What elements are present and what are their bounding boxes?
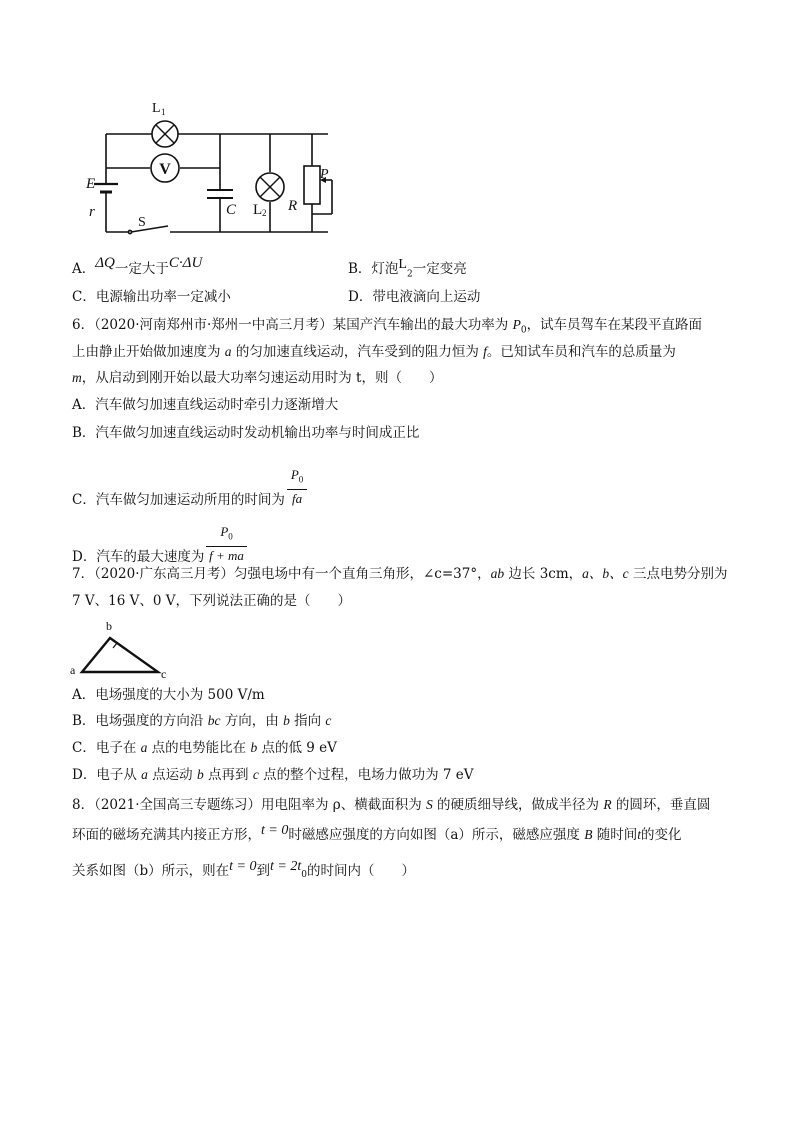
q8-stem-2t0: t = 0 xyxy=(261,823,289,838)
q6-d-den: f + ma xyxy=(209,547,244,563)
q6-d-fraction xyxy=(206,523,246,564)
q8-stem-3t0: t = 0 xyxy=(229,859,257,874)
label-r: r xyxy=(89,204,95,220)
triangle-diagram xyxy=(68,616,178,682)
q8-stem-1r: R xyxy=(603,797,612,812)
q7-d-d: 点的整个过程，电场力做功为 7 eV xyxy=(258,767,474,783)
q6-option-a[interactable]: A．汽车做匀加速直线运动时牵引力逐渐增大 xyxy=(72,397,339,413)
q8-stem-1c: 的圆环，垂直圆 xyxy=(611,797,711,813)
q6-option-c[interactable] xyxy=(72,467,307,521)
q6-d-text: D．汽车的最大速度为 xyxy=(72,548,205,565)
label-c: C xyxy=(226,202,237,218)
q6-stem-line2 xyxy=(72,343,676,361)
q8-stem-2c: 随时间 xyxy=(592,827,638,843)
q6-stem-3m: m xyxy=(72,370,82,385)
q7-stem-1: 7．（2020·广东高三月考）匀强电场中有一个直角三角形，∠c=37°， xyxy=(72,566,491,582)
q7-stem-1b: 边长 3cm， xyxy=(504,566,583,582)
tri-label-b: b xyxy=(106,619,112,633)
q7-stem-line1 xyxy=(72,565,727,583)
q7-b-bb: b xyxy=(283,713,290,728)
q7-option-b[interactable] xyxy=(72,712,331,730)
q7-c-c: 点的低 9 eV xyxy=(257,740,337,756)
q8-stem-3c: 的时间内（ ） xyxy=(306,863,415,879)
label-r-resistor: R xyxy=(288,198,298,214)
q8-stem-3t2sub: 0 xyxy=(301,869,307,880)
q5-b-l: L xyxy=(398,257,407,272)
q8-stem-3a: 关系如图（b）所示，则在 xyxy=(72,863,230,879)
q6-stem-line1 xyxy=(72,316,702,340)
q7-stem-line2: 7 V、16 V、0 V，下列说法正确的是（ ） xyxy=(72,593,351,609)
q8-stem-1s: S xyxy=(426,797,433,812)
q8-stem-1a: 8．（2021·全国高三专题练习）用电阻率为 ρ、横截面积为 xyxy=(72,797,427,813)
q8-stem-2bfield: B xyxy=(584,827,593,842)
label-l2-sub: 2 xyxy=(262,208,267,218)
q7-option-c[interactable] xyxy=(72,739,337,757)
q7-d-a: D．电子从 xyxy=(72,767,142,783)
q7-c-bb: b xyxy=(250,740,258,755)
q7-b-bc: bc xyxy=(207,713,221,728)
q7-c-a: C．电子在 xyxy=(72,740,141,756)
lamp-l1 xyxy=(152,121,178,147)
voltmeter xyxy=(151,154,179,182)
q6-c-fraction xyxy=(287,466,307,507)
q6-c-den: fa xyxy=(292,490,303,506)
q7-stem-1ab: ab xyxy=(490,566,505,581)
q5-option-c[interactable]: C．电源输出功率一定减小 xyxy=(72,289,231,305)
q8-stem-2a: 环面的磁场充满其内接正方形， xyxy=(72,827,261,843)
q5-b-sub: 2 xyxy=(406,269,413,280)
label-s: S xyxy=(138,215,146,230)
q7-d-aa: a xyxy=(141,767,148,782)
tri-label-a: a xyxy=(70,663,76,677)
q6-d-num: P xyxy=(220,524,229,539)
q7-option-d[interactable] xyxy=(72,766,474,784)
voltmeter-label: V xyxy=(159,161,171,178)
q6-stem-3rest: ，从启动到刚开始以最大功率匀速运动用时为 t，则（ ） xyxy=(81,370,443,386)
q5-b-prefix: B．灯泡 xyxy=(348,261,399,277)
q7-b-a: B．电场强度的方向沿 xyxy=(72,713,208,729)
q6-stem-1p: P xyxy=(512,317,521,332)
q8-stem-2t: t xyxy=(637,827,641,842)
q6-stem-1b: ，试车员驾车在某段平直路面 xyxy=(526,317,703,333)
q6-stem-1a: 6．（2020·河南郑州市·郑州一中高三月考）某国产汽车输出的最大功率为 xyxy=(72,317,513,333)
q7-d-bb: b xyxy=(196,767,204,782)
lamp-l2 xyxy=(256,173,284,201)
q6-c-text: C．汽车做匀加速运动所用的时间为 xyxy=(72,491,285,508)
q7-option-a[interactable]: A．电场强度的大小为 500 V/m xyxy=(72,687,265,703)
q5-a-mid: 一定大于 xyxy=(114,261,169,277)
q6-stem-2var: a xyxy=(224,344,232,359)
q8-stem-2d: 的变化 xyxy=(641,827,682,843)
q6-stem-line3 xyxy=(72,369,442,387)
q5-a-dq: ΔQ xyxy=(95,255,115,271)
q6-stem-2a: 上由静止开始做加速度为 xyxy=(72,344,225,360)
q8-stem-line2 xyxy=(72,823,682,845)
q6-stem-2b: 的匀加速直线运动，汽车受到的阻力恒为 xyxy=(231,344,484,360)
q8-stem-line3 xyxy=(72,859,415,886)
q5-a-cdu: C·ΔU xyxy=(168,255,203,271)
q8-stem-2b: 时磁感应强度的方向如图（a）所示，磁感应强度 xyxy=(288,827,585,843)
q6-d-numsub: 0 xyxy=(228,531,233,542)
q7-d-cc: c xyxy=(252,767,259,782)
q7-d-c: 点再到 xyxy=(203,767,253,783)
q6-c-numsub: 0 xyxy=(298,474,304,485)
q7-b-c: 指向 xyxy=(289,713,326,729)
circuit-diagram xyxy=(80,92,340,242)
q7-b-cc: c xyxy=(325,713,332,728)
label-l1: L xyxy=(152,101,161,116)
label-l2: L xyxy=(253,202,263,218)
q7-stem-1abc: a、b、c xyxy=(582,566,629,581)
q5-option-d[interactable]: D．带电液滴向上运动 xyxy=(348,289,481,305)
q7-stem-1c: 三点电势分别为 xyxy=(628,566,728,582)
q6-stem-2c: 。已知试车员和汽车的总质量为 xyxy=(486,344,676,360)
q5-option-a[interactable] xyxy=(72,255,203,278)
q8-stem-3b: 到 xyxy=(256,863,270,879)
q5-option-b[interactable] xyxy=(348,257,467,284)
label-p: P xyxy=(320,167,329,182)
q5-b-rest: 一定变亮 xyxy=(412,261,467,277)
q5-a-prefix: A． xyxy=(72,261,96,277)
q6-option-b[interactable]: B．汽车做匀加速直线运动时发动机输出功率与时间成正比 xyxy=(72,425,420,441)
label-l1-sub: 1 xyxy=(161,107,166,117)
q6-stem-1psub: 0 xyxy=(520,325,527,336)
tri-label-c: c xyxy=(161,667,167,681)
q7-b-b: 方向，由 xyxy=(220,713,284,729)
q6-c-num: P xyxy=(290,467,299,482)
q7-c-b: 点的电势能比在 xyxy=(147,740,251,756)
q8-stem-3t2: t = 2t xyxy=(270,859,302,874)
q6-stem-2f: f xyxy=(483,344,487,359)
q8-stem-line1 xyxy=(72,796,710,814)
label-e: E xyxy=(86,176,96,192)
q7-d-b: 点运动 xyxy=(147,767,197,783)
q8-stem-1b: 的硬质细导线，做成半径为 xyxy=(432,797,604,813)
q7-c-aa: a xyxy=(140,740,148,755)
